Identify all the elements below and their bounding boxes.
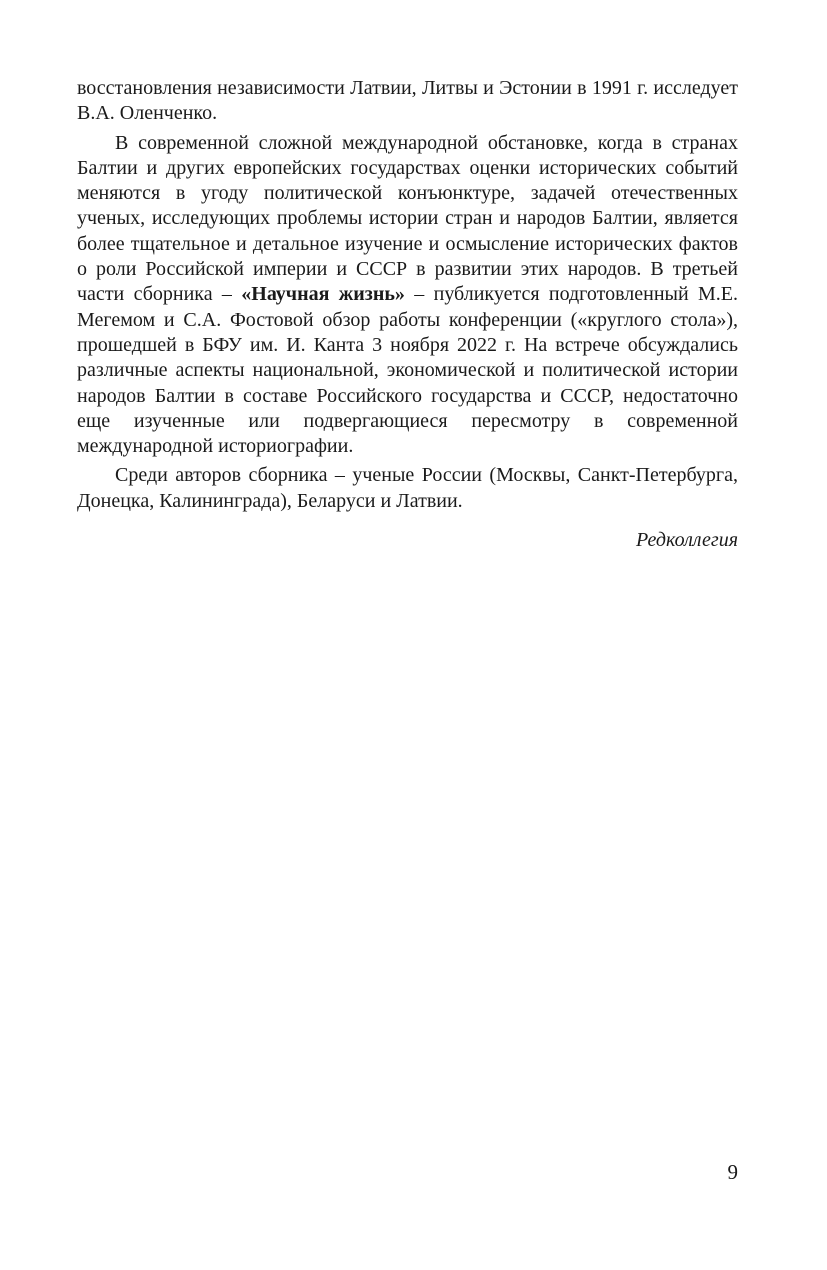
paragraph-continuation xyxy=(77,76,738,127)
paragraph-authors xyxy=(77,463,738,514)
page-number: 9 xyxy=(727,1160,738,1184)
paragraph-3-text: Среди авторов сборника – ученые России (Москвы, Санкт-Петербурга, Донецка, Калининграда), Беларуси и Латвии. xyxy=(77,464,738,512)
section-title-scientific-life: «Научная жизнь» xyxy=(241,283,405,306)
paragraph-1-text: восстановления независимости Латвии, Литвы и Эстонии в 1991 г. исследует В.А. Оленченко. xyxy=(77,77,738,125)
paragraph-2-text-after: – публикуется подготовленный М.Е. Мегемом и С.А. Фостовой обзор работы конференции («круглого стола»), прошедшей в БФУ им. И. Канта 3 ноября 2022 г. На встрече обсуждались различные аспекты национальной, экономической и политической истории народов Балтии в составе Российского государства и СССР, недостаточно еще изученные или подвергающиеся пересмотру в современной международной историографии. xyxy=(77,283,739,458)
editorial-board-signature: Редколлегия xyxy=(635,529,738,552)
paragraph-2-text-before: В современной сложной международной обстановке, когда в странах Балтии и других европейских государствах оценки исторических событий меняются в угоду политической конъюнктуре, задачей отечественных ученых, исследующих проблемы истории стран и народов Балтии, является более тщательное и детальное изучение и осмысление исторических фактов о роли Российской империи и СССР в развитии этих народов. В третьей части сборника – xyxy=(77,131,738,306)
document-page xyxy=(77,76,738,553)
paragraph-baltic-history xyxy=(77,131,738,460)
